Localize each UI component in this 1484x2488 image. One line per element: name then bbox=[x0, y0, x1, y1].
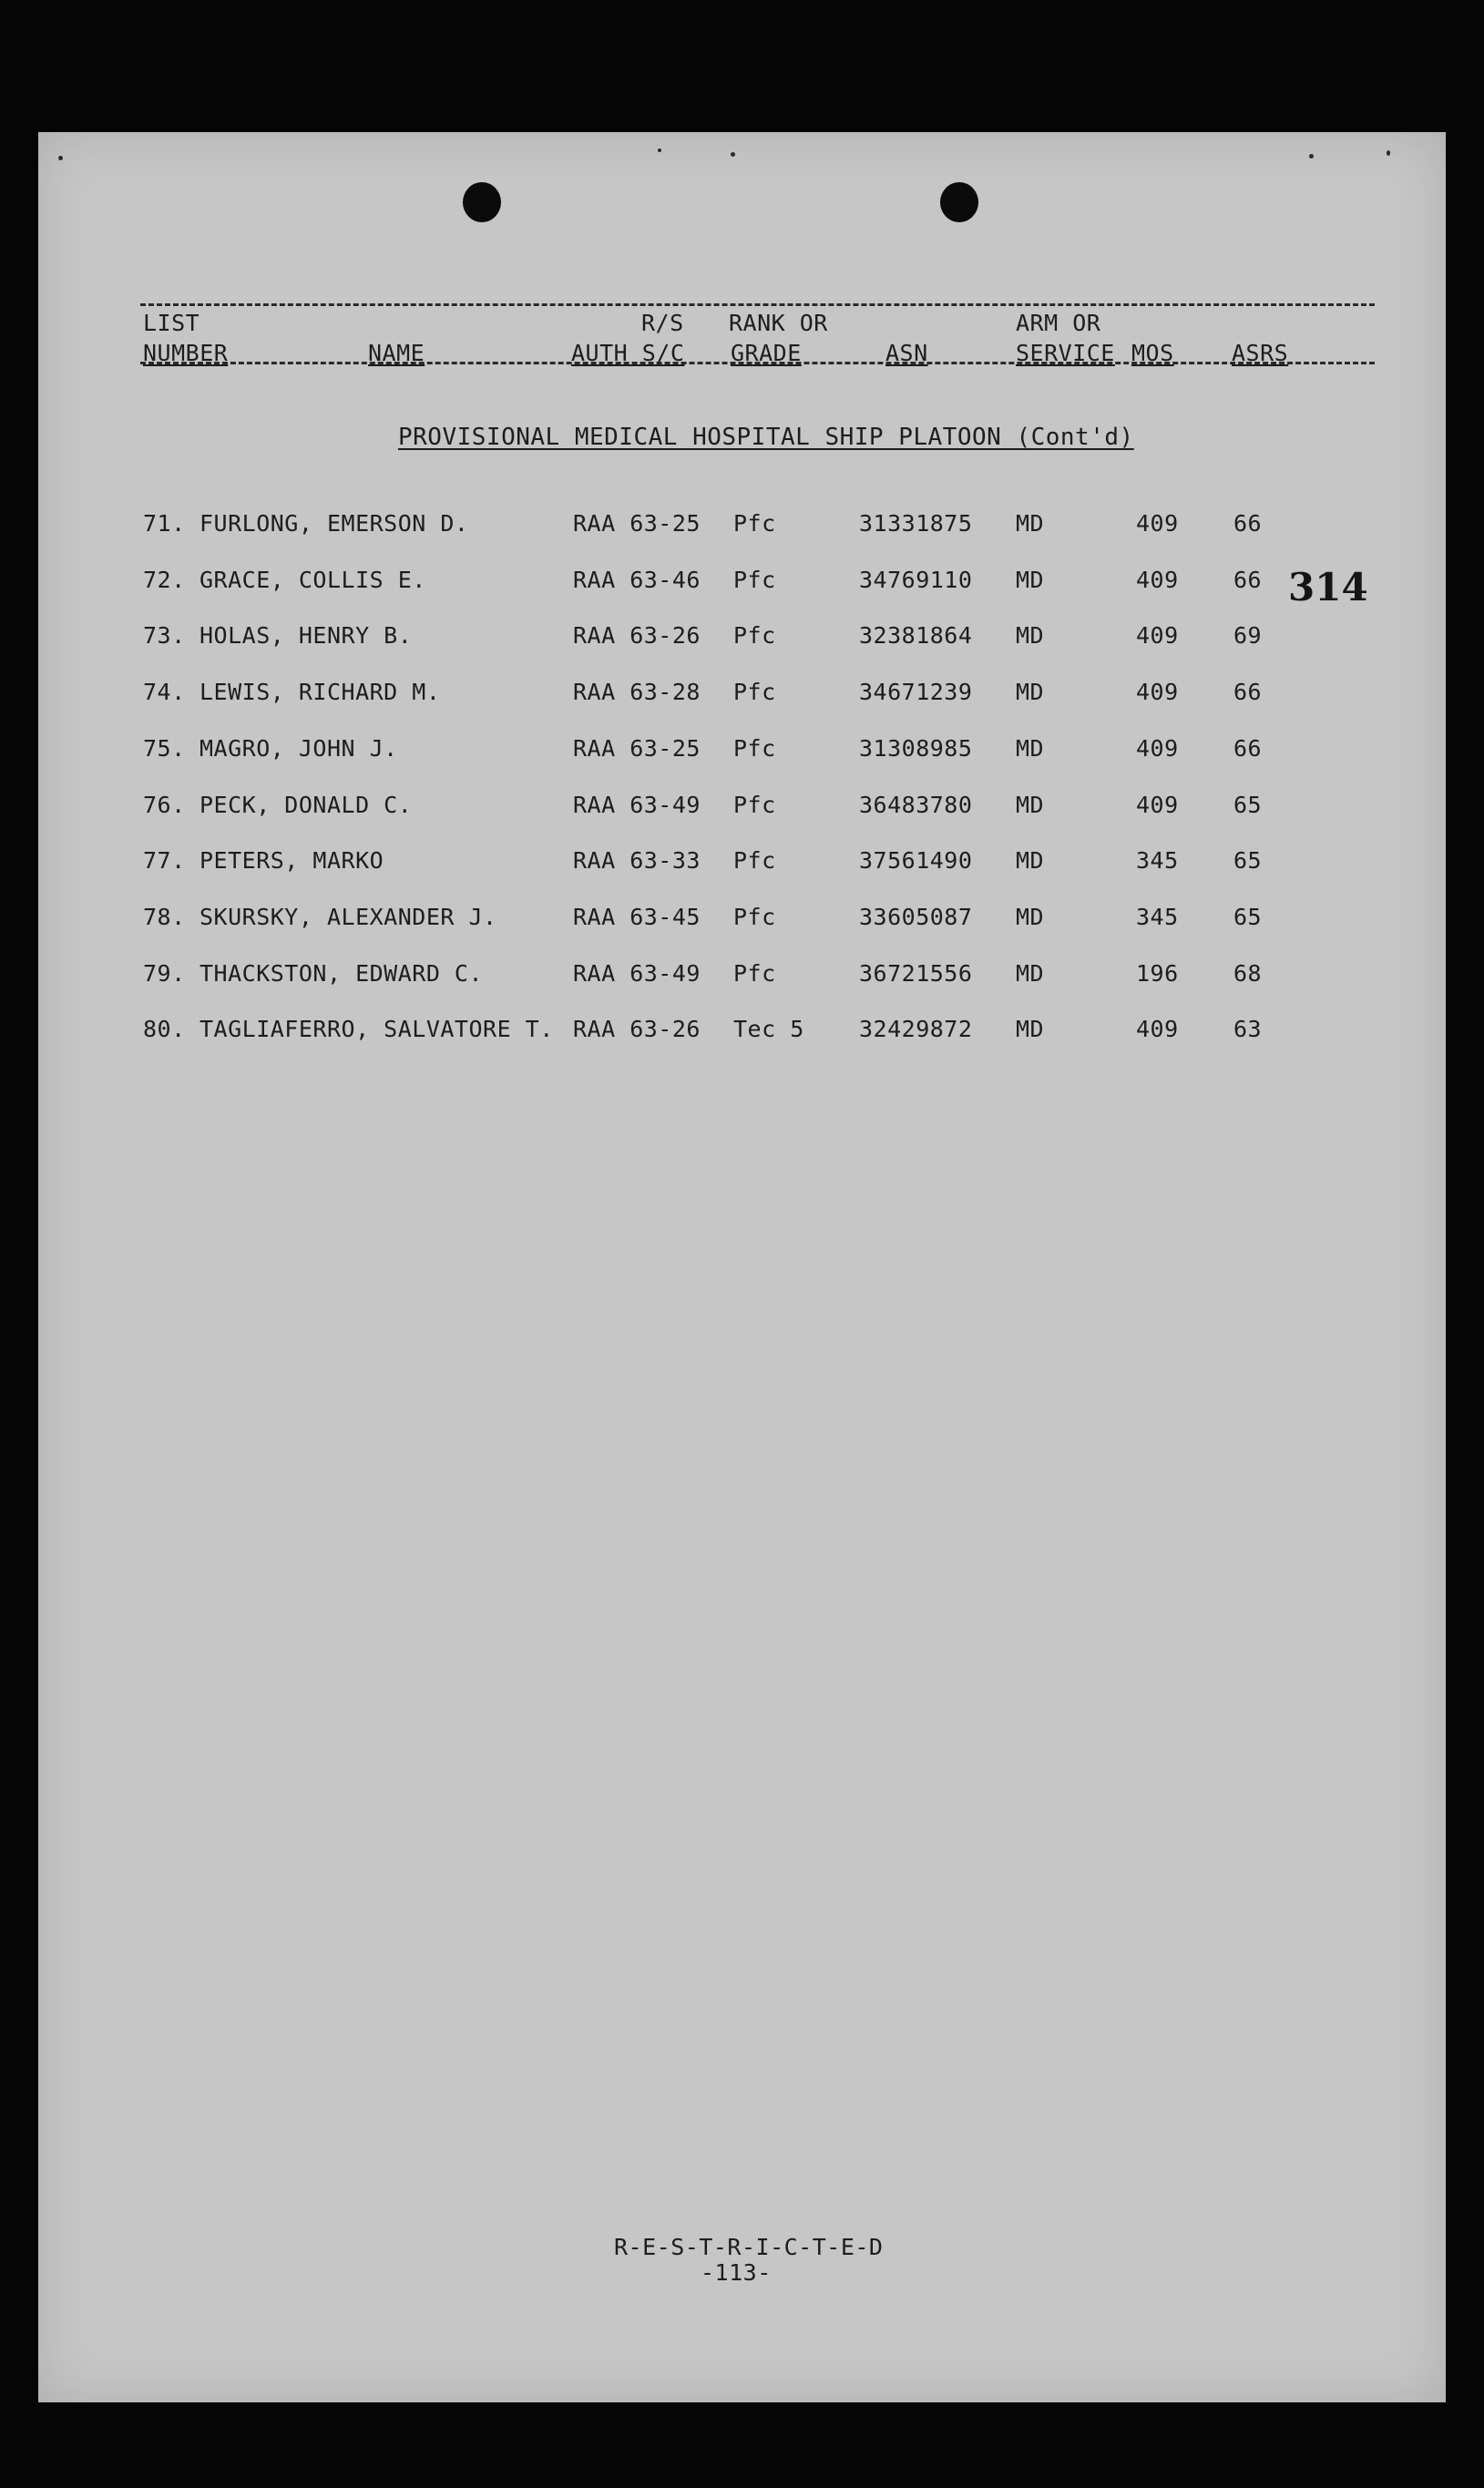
header-grade: GRADE bbox=[731, 340, 802, 366]
row-grade: Pfc bbox=[733, 567, 776, 593]
row-grade: Pfc bbox=[733, 960, 776, 987]
row-name: PETERS, MARKO bbox=[200, 847, 384, 874]
row-grade: Pfc bbox=[733, 904, 776, 930]
punch-hole-left bbox=[463, 182, 501, 222]
row-asrs: 68 bbox=[1233, 960, 1263, 987]
header-name: NAME bbox=[368, 340, 425, 366]
row-asrs: 66 bbox=[1233, 679, 1263, 705]
row-arm-service: MD bbox=[1016, 622, 1045, 649]
row-mos: 345 bbox=[1136, 904, 1179, 930]
row-asrs: 65 bbox=[1233, 904, 1263, 930]
row-rs-auth: RAA 63-28 bbox=[573, 679, 701, 705]
speck bbox=[658, 148, 661, 152]
row-mos: 409 bbox=[1136, 567, 1179, 593]
header-number: NUMBER bbox=[143, 340, 229, 366]
row-asrs: 65 bbox=[1233, 792, 1263, 818]
header-rule-top bbox=[140, 303, 1375, 306]
row-name: THACKSTON, EDWARD C. bbox=[200, 960, 484, 987]
row-mos: 409 bbox=[1136, 792, 1179, 818]
row-asn: 31331875 bbox=[859, 510, 973, 537]
row-asrs: 65 bbox=[1233, 847, 1263, 874]
header-rank-or: RANK OR bbox=[729, 310, 828, 336]
row-name: LEWIS, RICHARD M. bbox=[200, 679, 441, 705]
speck bbox=[1309, 154, 1314, 159]
document-sheet bbox=[38, 132, 1446, 2402]
restricted-marking: R-E-S-T-R-I-C-T-E-D bbox=[614, 2234, 884, 2260]
row-asn: 33605087 bbox=[859, 904, 973, 930]
row-arm-service: MD bbox=[1016, 904, 1045, 930]
row-arm-service: MD bbox=[1016, 792, 1045, 818]
page-number: -113- bbox=[701, 2259, 772, 2286]
row-arm-service: MD bbox=[1016, 510, 1045, 537]
row-mos: 409 bbox=[1136, 622, 1179, 649]
row-grade: Pfc bbox=[733, 510, 776, 537]
row-arm-service: MD bbox=[1016, 679, 1045, 705]
row-asn: 36483780 bbox=[859, 792, 973, 818]
row-rs-auth: RAA 63-26 bbox=[573, 1016, 701, 1042]
row-asrs: 66 bbox=[1233, 567, 1263, 593]
row-grade: Pfc bbox=[733, 679, 776, 705]
row-rs-auth: RAA 63-26 bbox=[573, 622, 701, 649]
row-list-number: 77. bbox=[143, 847, 186, 874]
row-grade: Pfc bbox=[733, 735, 776, 762]
row-list-number: 79. bbox=[143, 960, 186, 987]
row-name: PECK, DONALD C. bbox=[200, 792, 413, 818]
row-arm-service: MD bbox=[1016, 1016, 1045, 1042]
header-list: LIST bbox=[143, 310, 200, 336]
row-asrs: 66 bbox=[1233, 510, 1263, 537]
row-name: GRACE, COLLIS E. bbox=[200, 567, 426, 593]
row-asn: 34671239 bbox=[859, 679, 973, 705]
header-service: SERVICE bbox=[1016, 340, 1115, 366]
row-list-number: 76. bbox=[143, 792, 186, 818]
row-name: SKURSKY, ALEXANDER J. bbox=[200, 904, 497, 930]
row-asn: 31308985 bbox=[859, 735, 973, 762]
row-rs-auth: RAA 63-49 bbox=[573, 792, 701, 818]
row-arm-service: MD bbox=[1016, 960, 1045, 987]
row-asrs: 69 bbox=[1233, 622, 1263, 649]
row-asn: 37561490 bbox=[859, 847, 973, 874]
speck bbox=[731, 152, 735, 157]
row-rs-auth: RAA 63-49 bbox=[573, 960, 701, 987]
punch-hole-right bbox=[940, 182, 978, 222]
row-rs-auth: RAA 63-33 bbox=[573, 847, 701, 874]
row-grade: Tec 5 bbox=[733, 1016, 804, 1042]
row-asrs: 66 bbox=[1233, 735, 1263, 762]
row-arm-service: MD bbox=[1016, 567, 1045, 593]
row-list-number: 73. bbox=[143, 622, 186, 649]
row-list-number: 72. bbox=[143, 567, 186, 593]
row-list-number: 78. bbox=[143, 904, 186, 930]
section-title: PROVISIONAL MEDICAL HOSPITAL SHIP PLATOON (Cont'd) bbox=[398, 424, 1134, 451]
row-list-number: 74. bbox=[143, 679, 186, 705]
row-rs-auth: RAA 63-45 bbox=[573, 904, 701, 930]
row-name: HOLAS, HENRY B. bbox=[200, 622, 413, 649]
row-asrs: 63 bbox=[1233, 1016, 1263, 1042]
row-rs-auth: RAA 63-25 bbox=[573, 735, 701, 762]
row-rs-auth: RAA 63-46 bbox=[573, 567, 701, 593]
row-name: FURLONG, EMERSON D. bbox=[200, 510, 469, 537]
row-asn: 34769110 bbox=[859, 567, 973, 593]
header-asrs: ASRS bbox=[1232, 340, 1289, 366]
row-asn: 32381864 bbox=[859, 622, 973, 649]
row-grade: Pfc bbox=[733, 792, 776, 818]
header-asn: ASN bbox=[885, 340, 928, 366]
speck bbox=[58, 156, 63, 160]
row-arm-service: MD bbox=[1016, 847, 1045, 874]
row-name: TAGLIAFERRO, SALVATORE T. bbox=[200, 1016, 554, 1042]
row-arm-service: MD bbox=[1016, 735, 1045, 762]
row-asn: 32429872 bbox=[859, 1016, 973, 1042]
row-list-number: 80. bbox=[143, 1016, 186, 1042]
header-rs: R/S bbox=[641, 310, 684, 336]
row-mos: 409 bbox=[1136, 679, 1179, 705]
row-mos: 409 bbox=[1136, 735, 1179, 762]
row-grade: Pfc bbox=[733, 847, 776, 874]
row-grade: Pfc bbox=[733, 622, 776, 649]
row-list-number: 71. bbox=[143, 510, 186, 537]
row-rs-auth: RAA 63-25 bbox=[573, 510, 701, 537]
row-list-number: 75. bbox=[143, 735, 186, 762]
header-auth-sc: AUTH S/C bbox=[571, 340, 685, 366]
row-name: MAGRO, JOHN J. bbox=[200, 735, 398, 762]
row-asn: 36721556 bbox=[859, 960, 973, 987]
speck bbox=[1387, 150, 1390, 156]
row-mos: 345 bbox=[1136, 847, 1179, 874]
header-mos: MOS bbox=[1131, 340, 1174, 366]
page-stamp-number: 314 bbox=[1288, 565, 1368, 609]
header-arm-or: ARM OR bbox=[1016, 310, 1101, 336]
row-mos: 196 bbox=[1136, 960, 1179, 987]
row-mos: 409 bbox=[1136, 1016, 1179, 1042]
row-mos: 409 bbox=[1136, 510, 1179, 537]
